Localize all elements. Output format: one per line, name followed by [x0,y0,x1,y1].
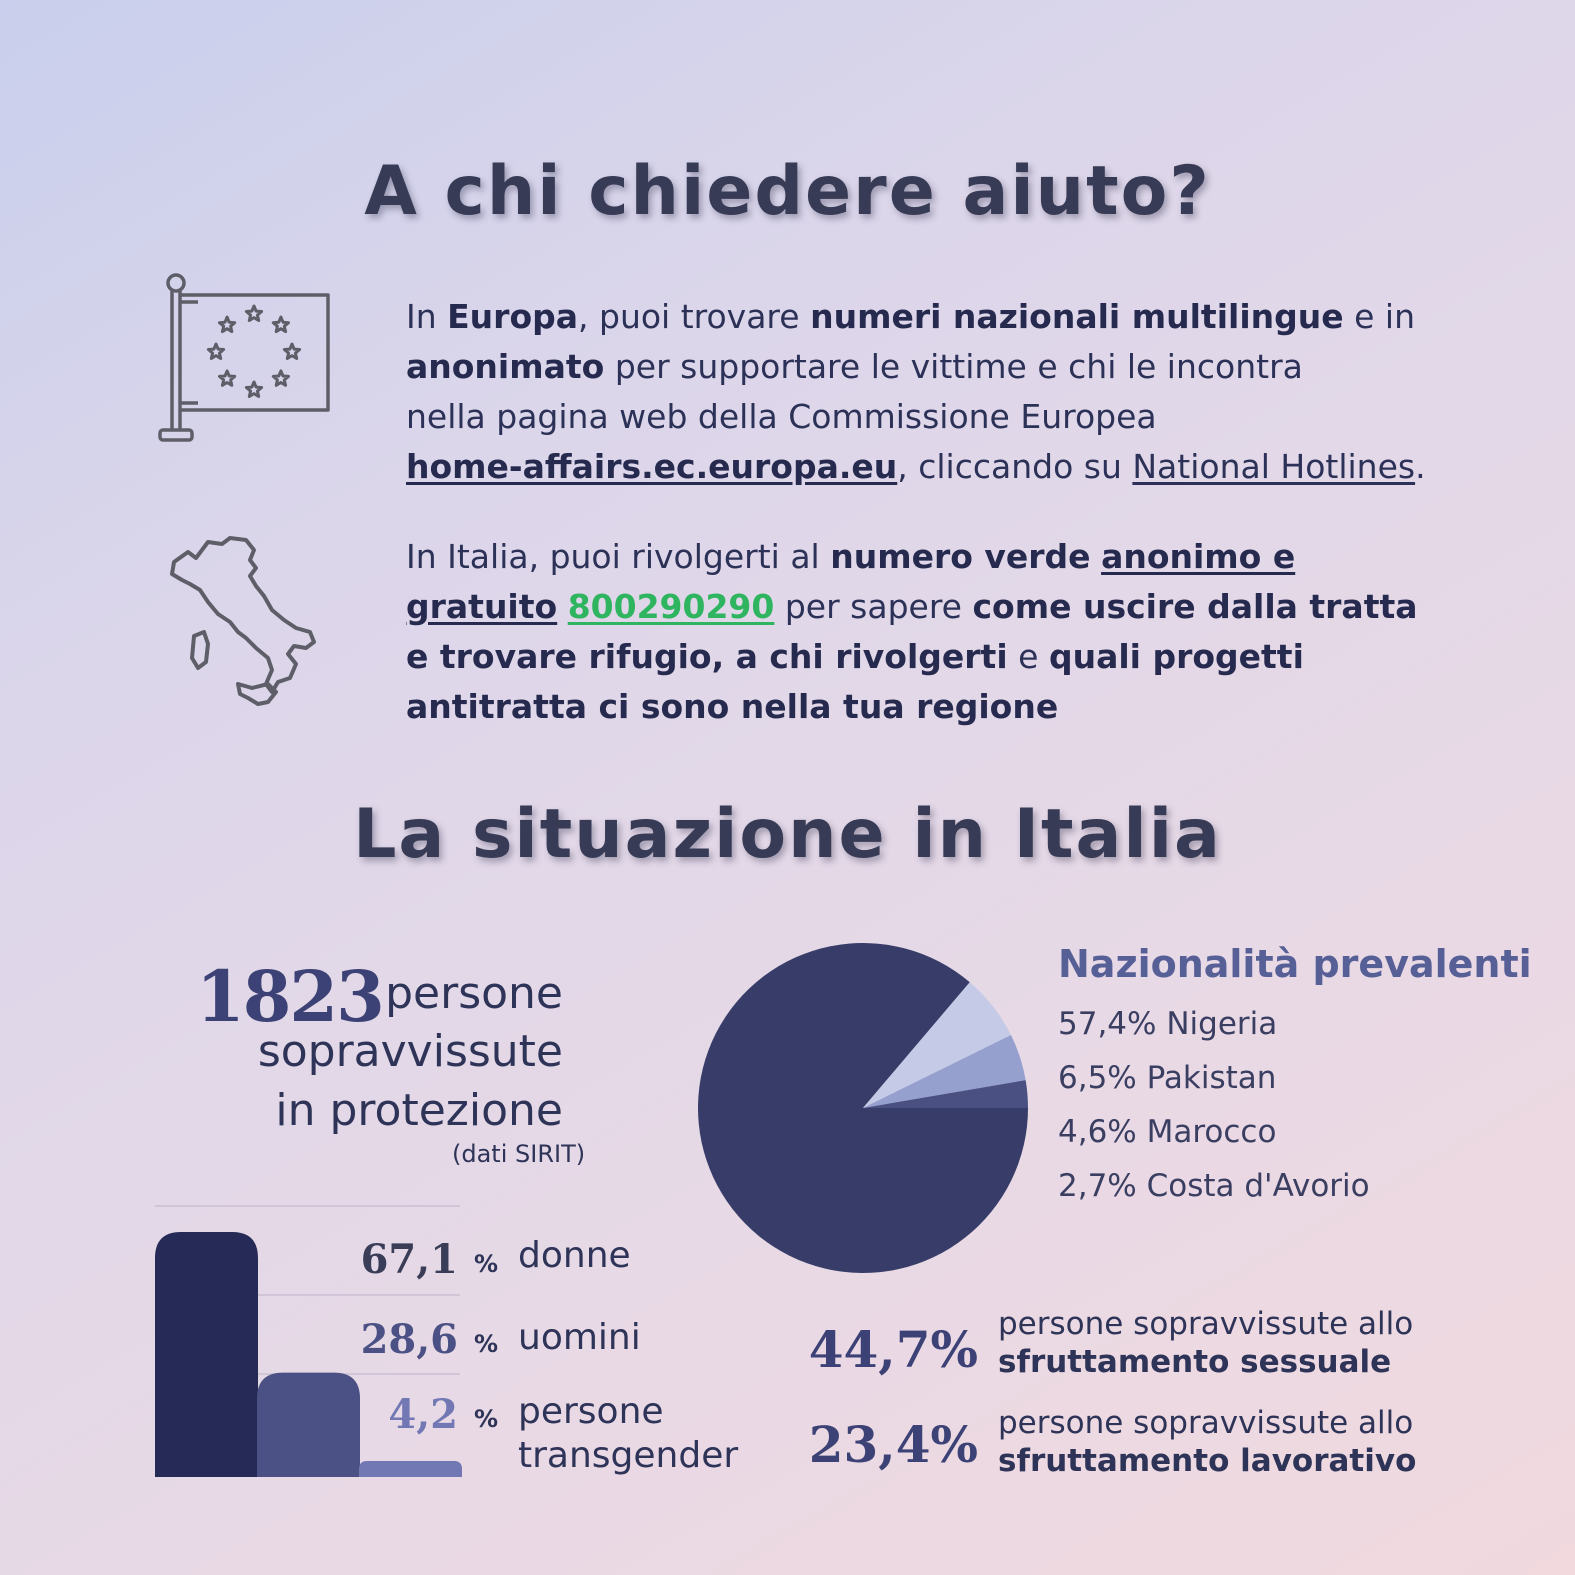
pct-sign: % [474,1405,499,1433]
pct-women: 67,1 [360,1236,458,1283]
survivors-line3: in protezione [275,1085,563,1136]
label-women: donne [518,1235,631,1276]
exit-text: come uscire dalla tratta [972,587,1418,626]
sexual-exploitation-pct: 44,7% [808,1320,978,1379]
projects-text: quali progetti [1048,637,1304,676]
label-men: uomini [518,1317,641,1358]
pct-men: 28,6 [360,1316,458,1363]
europe-site-link[interactable]: home-affairs.ec.europa.eu [406,447,898,486]
legend-item-pakistan: 6,5% Pakistan [1058,1060,1277,1096]
italy-help-text: In Italia, puoi rivolgerti al numero verde anonimo e gratuito 800290290 per sapere come uscire dalla tratta e trovare rifugio, a chi rivolgerti e quali progetti antitratta ci sono nella tua regione [406,537,1418,726]
eu-star-icon [284,344,299,359]
data-source-note: (dati SIRIT) [452,1140,586,1168]
eu-flag-icon [150,268,340,448]
eu-star-icon [220,317,235,332]
nationality-legend-title: Nazionalità prevalenti [1058,942,1532,986]
survivors-count: 1823 [196,955,383,1038]
legend-item-nigeria: 57,4% Nigeria [1058,1006,1278,1042]
bar-persone-transgender [359,1461,462,1477]
nationality-pie-chart [695,940,1031,1276]
europe-help-text: In Europa, puoi trovare numeri nazionali multilingue e in anonimato per supportare le vittime e chi le incontra nella pagina web della Commissione Europea home-affairs.ec.europa.eu, cliccando su National Hotlines. [406,297,1426,486]
eu-star-icon [273,317,288,332]
labour-exploitation-text: persone sopravvissute allo sfruttamento lavorativo [998,1405,1417,1479]
survivors-line1: persone [385,968,563,1019]
pct-transgender: 4,2 [388,1391,458,1438]
sexual-exploitation-text: persone sopravvissute allo sfruttamento sessuale [998,1306,1414,1380]
pct-sign: % [474,1330,499,1358]
eu-star-icon [273,371,288,385]
legend-item-costa-davorio: 2,7% Costa d'Avorio [1058,1168,1370,1204]
phone-number-link[interactable]: 800290290 [567,587,775,626]
pct-sign: % [474,1250,499,1278]
exit-text-cont: e trovare rifugio [406,637,712,676]
label-transgender: persone transgender [518,1391,739,1476]
eu-star-icon [208,344,223,359]
bar-donne [155,1232,258,1477]
page-title: A chi chiedere aiuto? [364,152,1211,231]
eu-star-icon [220,371,235,385]
eu-star-icon [246,382,261,397]
survivors-line2: sopravvissute [257,1026,563,1077]
projects-text-cont: antitratta ci sono nella tua regione [406,687,1059,726]
eu-star-icon [246,306,261,321]
national-hotlines-link[interactable]: National Hotlines [1132,447,1416,486]
labour-exploitation-pct: 23,4% [808,1415,978,1474]
section-title: La situazione in Italia [353,795,1222,874]
italy-map-icon [160,532,330,717]
anonymous-free-label: anonimo e [1101,537,1296,576]
legend-item-marocco: 4,6% Marocco [1058,1114,1277,1150]
anonymous-free-label-cont: gratuito [406,587,558,626]
